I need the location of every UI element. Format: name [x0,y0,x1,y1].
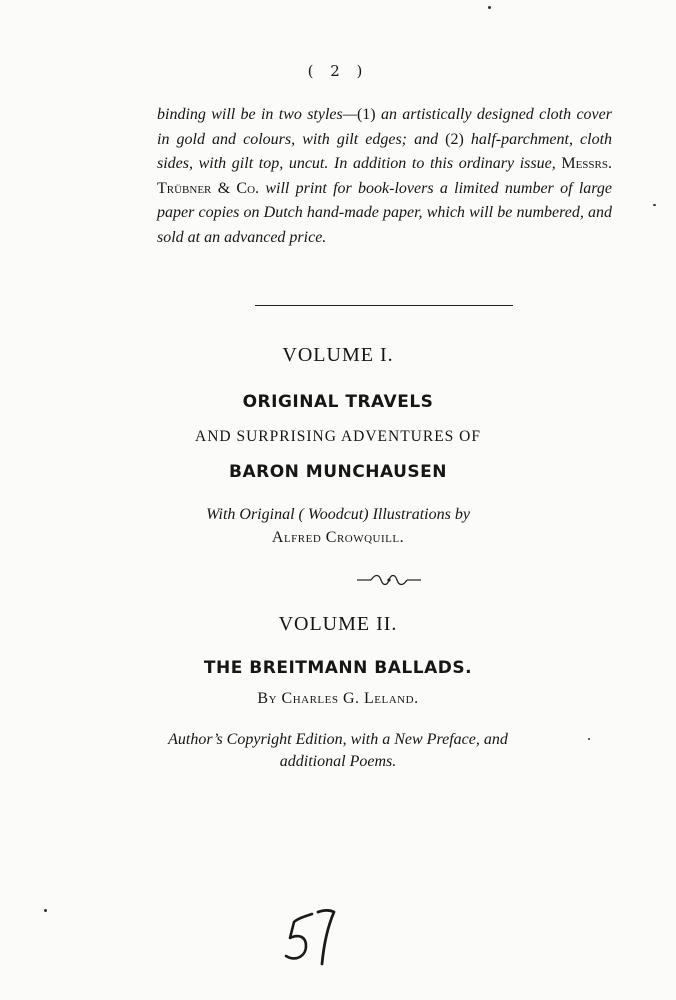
intro-text-c: half-parchment, cloth sides, with gilt top, uncut. In addition to this ordinary issue, [157,130,613,172]
volume-1-title-2: BARON MUNCHAUSEN [229,462,447,482]
paper-speck [588,738,590,740]
paper-speck [488,6,491,9]
volume-1-illustrator: Alfred Crowquill. [271,529,405,546]
section-divider-rule [255,305,513,306]
intro-num-1: (1) [356,106,376,123]
page-number: ( 2 ) [307,62,369,80]
volume-2-title: THE BREITMANN BALLADS. [203,658,473,678]
volume-1-title: ORIGINAL TRAVELS [242,392,434,412]
handwritten-57-mark [282,908,352,970]
publisher-name: Messrs. Trübner & Co. [157,155,612,197]
intro-text-b: an artistically designed cloth cover in gold and colours, with gilt edges; and [157,106,612,148]
intro-num-2: (2) [445,130,464,148]
volume-1-heading: VOLUME I. [282,344,394,366]
intro-text-a: binding will be in two styles— [157,106,357,123]
paper-speck [653,204,656,206]
volume-1-illustration-note: With Original ( Woodcut) Illustrations by [206,506,470,523]
intro-text-d: will print for book-lovers a limited number of large paper copies on Dutch hand-made paper, which will be numbered, and sold at an advanced price. [157,179,612,246]
volume-2-heading: VOLUME II. [278,613,398,635]
volume-1-subtitle: AND SURPRISING ADVENTURES OF [195,428,481,445]
fleuron-ornament-icon [357,573,421,587]
volume-2-edition-line-2: additional Poems. [279,753,397,770]
intro-paragraph [157,103,612,250]
paper-speck [44,909,47,912]
volume-2-author: By Charles G. Leland. [257,690,419,707]
volume-2-edition-line-1: Author’s Copyright Edition, with a New Preface, and [168,731,508,748]
